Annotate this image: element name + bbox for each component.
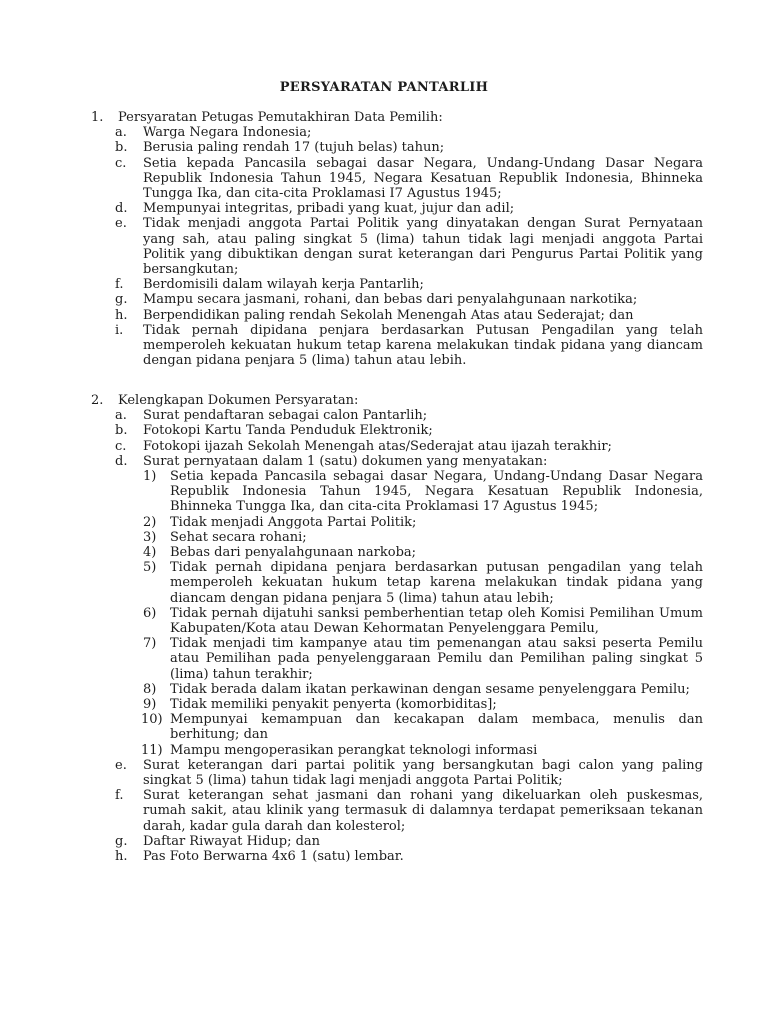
list-item bbox=[91, 323, 703, 369]
list-item bbox=[91, 125, 703, 140]
item-text: Berpendidikan paling rendah Sekolah Menengah Atas atau Sederajat; dan bbox=[143, 307, 634, 323]
list-item bbox=[91, 216, 703, 277]
item-text: Surat pernyataan dalam 1 (satu) dokumen yang menyatakan: bbox=[143, 453, 548, 469]
item-text: Fotokopi Kartu Tanda Penduduk Elektronik; bbox=[143, 423, 433, 439]
list-item bbox=[91, 423, 703, 438]
item-text: Mempunyai integritas, pribadi yang kuat, jujur dan adil; bbox=[143, 201, 515, 217]
sub-item-text: Tidak pernah dijatuhi sanksi pemberhentian tetap oleh Komisi Pemilihan Umum Kabupaten/Kota atau Dewan Kehormatan Penyelenggara Pemilu, bbox=[170, 605, 703, 637]
item-marker: h. bbox=[115, 849, 128, 865]
item-marker: g. bbox=[115, 292, 128, 308]
sub-item-text: Tidak pernah dipidana penjara berdasarkan putusan pengadilan yang telah memperoleh kekuatan hukum tetap karena melakukan tindak pidana yang diancam dengan pidana penjara 5 (lima) tahun atau lebih; bbox=[170, 560, 703, 606]
sub-list-item bbox=[91, 469, 703, 515]
list-item bbox=[91, 201, 703, 216]
item-text: Mampu secara jasmani, rohani, dan bebas dari penyalahgunaan narkotika; bbox=[143, 292, 638, 308]
sub-item-marker: 11) bbox=[141, 742, 163, 758]
sub-item-marker: 4) bbox=[143, 545, 157, 561]
list-item bbox=[91, 156, 703, 202]
list-item bbox=[91, 439, 703, 454]
item-text: Fotokopi ijazah Sekolah Menengah atas/Sederajat atau ijazah terakhir; bbox=[143, 438, 612, 454]
sub-list-item bbox=[91, 515, 703, 530]
sub-item-marker: 9) bbox=[143, 697, 157, 713]
item-text: Tidak pernah dipidana penjara berdasarkan Putusan Pengadilan yang telah memperoleh kekuatan hukum tetap karena melakukan tindak pidana yang diancam dengan pidana penjara 5 (lima) tahun atau lebih. bbox=[143, 322, 703, 369]
sub-list-item bbox=[91, 712, 703, 742]
item-marker: d. bbox=[115, 453, 128, 469]
sub-item-marker: 5) bbox=[143, 560, 157, 576]
item-marker: i. bbox=[115, 322, 124, 338]
item-text: Surat keterangan dari partai politik yang bersangkutan bagi calon yang paling singkat 5 (lima) tahun tidak lagi menjadi anggota Partai Politik; bbox=[143, 757, 703, 789]
sub-item-text: Tidak menjadi tim kampanye atau tim pemenangan atau saksi peserta Pemilu atau Pemilihan pada penyelenggaraan Pemilu dan Pemilihan paling singkat 5 (lima) tahun terakhir; bbox=[170, 636, 703, 682]
sub-item-text: Bebas dari penyalahgunaan narkoba; bbox=[170, 545, 417, 561]
sub-item-text: Tidak menjadi Anggota Partai Politik; bbox=[170, 514, 417, 530]
item-text: Warga Negara Indonesia; bbox=[143, 125, 312, 141]
sub-item-marker: 6) bbox=[143, 605, 157, 621]
section-documents bbox=[91, 393, 703, 864]
sub-item-text: Setia kepada Pancasila sebagai dasar Negara, Undang-Undang Dasar Negara Republik Indonesia Tahun 1945, Negara Kesatuan Republik Indonesia, Bhinneka Tungga Ika, dan cita-cita Proklamasi 17 Agustus 1945; bbox=[170, 469, 703, 515]
list-item bbox=[91, 834, 703, 849]
sub-item-marker: 3) bbox=[143, 529, 157, 545]
section-heading-text: Kelengkapan Dokumen Persyaratan: bbox=[118, 393, 359, 408]
list-item bbox=[91, 408, 703, 423]
item-text: Berdomisili dalam wilayah kerja Pantarlih; bbox=[143, 277, 424, 293]
item-marker: f. bbox=[115, 277, 124, 293]
item-marker: e. bbox=[115, 216, 127, 232]
sub-item-marker: 10) bbox=[141, 712, 163, 728]
item-marker: c. bbox=[115, 155, 127, 171]
section-number: 1. bbox=[91, 110, 104, 125]
item-text: Surat pendaftaran sebagai calon Pantarlih; bbox=[143, 408, 428, 424]
list-item bbox=[91, 140, 703, 155]
list-item bbox=[91, 758, 703, 788]
section-requirements bbox=[91, 110, 703, 368]
item-text: Berusia paling rendah 17 (tujuh belas) tahun; bbox=[143, 140, 445, 156]
list-item bbox=[91, 849, 703, 864]
sub-item-marker: 1) bbox=[143, 469, 157, 485]
section-number: 2. bbox=[91, 393, 104, 408]
sub-list-item bbox=[91, 682, 703, 697]
item-marker: a. bbox=[115, 125, 127, 141]
item-marker: a. bbox=[115, 408, 127, 424]
sub-item-text: Tidak berada dalam ikatan perkawinan dengan sesame penyelenggara Pemilu; bbox=[170, 681, 690, 697]
item-marker: f. bbox=[115, 788, 124, 804]
list-item bbox=[91, 308, 703, 323]
item-marker: b. bbox=[115, 423, 128, 439]
list-item bbox=[91, 292, 703, 307]
sub-list-item bbox=[91, 606, 703, 636]
section-heading bbox=[91, 393, 703, 408]
list-item bbox=[91, 454, 703, 469]
sub-list-item bbox=[91, 636, 703, 682]
sub-list-item bbox=[91, 560, 703, 606]
item-marker: c. bbox=[115, 438, 127, 454]
sub-item-marker: 7) bbox=[143, 636, 157, 652]
item-marker: h. bbox=[115, 307, 128, 323]
sub-list-item bbox=[91, 545, 703, 560]
sub-list-item bbox=[91, 530, 703, 545]
document-title: PERSYARATAN PANTARLIH bbox=[279, 80, 489, 95]
section-heading bbox=[91, 110, 703, 125]
sub-item-marker: 2) bbox=[143, 514, 157, 530]
item-text: Tidak menjadi anggota Partai Politik yang dinyatakan dengan Surat Pernyataan yang sah, atau paling singkat 5 (lima) tahun tidak lagi menjadi anggota Partai Politik yang dibuktikan dengan surat keterangan dari Pengurus Partai Politik yang bersangkutan; bbox=[143, 216, 703, 278]
sub-item-marker: 8) bbox=[143, 681, 157, 697]
item-marker: g. bbox=[115, 833, 128, 849]
item-marker: d. bbox=[115, 201, 128, 217]
sub-item-text: Tidak memiliki penyakit penyerta (komorbiditas]; bbox=[170, 697, 497, 713]
sub-list-item bbox=[91, 697, 703, 712]
list-item bbox=[91, 788, 703, 834]
item-text: Setia kepada Pancasila sebagai dasar Negara, Undang-Undang Dasar Negara Republik Indonesia Tahun 1945, Negara Kesatuan Republik Indonesia, Bhinneka Tungga Ika, dan cita-cita Proklamasi I7 Agustus 1945; bbox=[143, 155, 703, 202]
sub-list-item bbox=[91, 743, 703, 758]
item-text: Surat keterangan sehat jasmani dan rohani yang dikeluarkan oleh puskesmas, rumah sakit, atau klinik yang termasuk di dalamnya terdapat pemeriksaan tekanan darah, kadar gula darah dan kolesterol; bbox=[143, 788, 703, 834]
sub-item-text: Mempunyai kemampuan dan kecakapan dalam membaca, menulis dan berhitung; dan bbox=[170, 712, 703, 743]
sub-item-text: Sehat secara rohani; bbox=[170, 529, 307, 545]
sub-item-text: Mampu mengoperasikan perangkat teknologi informasi bbox=[170, 742, 538, 758]
item-text: Pas Foto Berwarna 4x6 1 (satu) lembar. bbox=[143, 849, 404, 865]
item-marker: e. bbox=[115, 757, 127, 773]
item-marker: b. bbox=[115, 140, 128, 156]
list-item bbox=[91, 277, 703, 292]
section-heading-text: Persyaratan Petugas Pemutakhiran Data Pemilih: bbox=[118, 110, 443, 125]
item-text: Daftar Riwayat Hidup; dan bbox=[143, 833, 321, 849]
